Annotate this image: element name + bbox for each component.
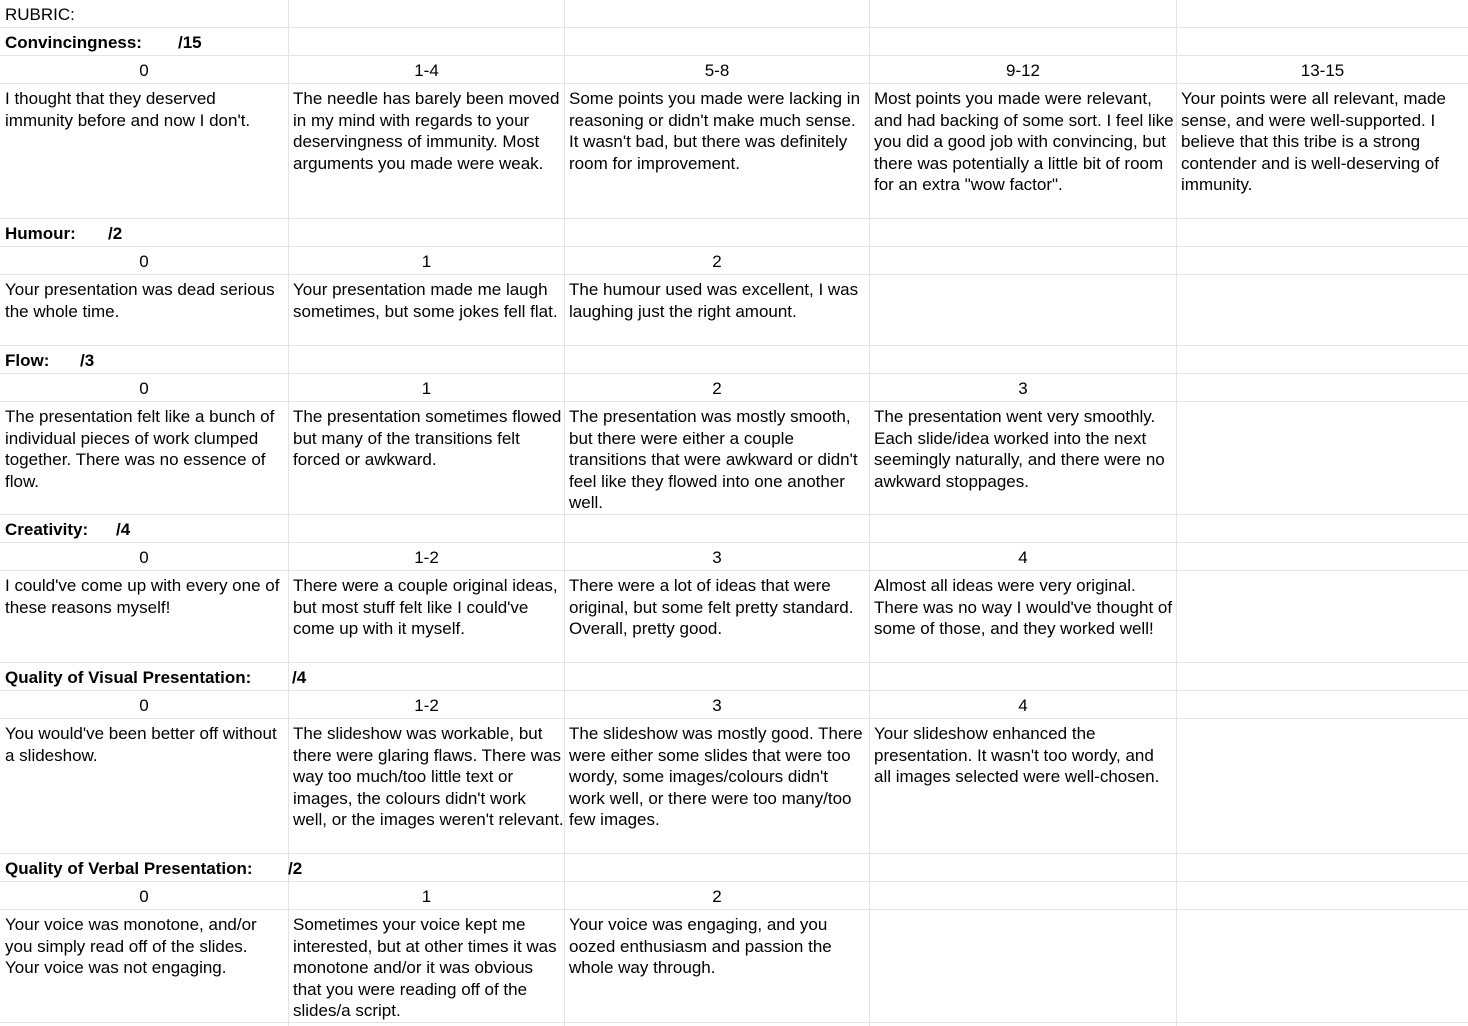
- description-cell[interactable]: The slideshow was mostly good. There were either some slides that were too wordy, some images/colours didn't work well, or there were too many/too few images.: [569, 724, 863, 829]
- score-header[interactable]: 9-12: [1005, 61, 1041, 80]
- score-header[interactable]: 1: [421, 887, 432, 906]
- score-header[interactable]: 0: [139, 379, 149, 398]
- score-header[interactable]: 1-2: [414, 548, 439, 567]
- description-cell[interactable]: The humour used was excellent, I was laughing just the right amount.: [569, 280, 859, 321]
- section-max-verbal[interactable]: /2: [288, 859, 303, 878]
- section-name-visual[interactable]: Quality of Visual Presentation:: [5, 668, 252, 687]
- description-cell[interactable]: Your points were all relevant, made sense, and were well-supported. I believe that this tribe is a strong contender and is well-deserving of immunity.: [1181, 89, 1446, 194]
- score-header[interactable]: 0: [139, 548, 149, 567]
- description-cell[interactable]: Your voice was engaging, and you oozed enthusiasm and passion the whole way through.: [569, 915, 832, 977]
- description-cell[interactable]: The needle has barely been moved in my mind with regards to your deservingness of immunity. Most arguments you made were weak.: [293, 89, 560, 173]
- section-name-flow[interactable]: Flow:: [5, 351, 50, 370]
- description-cell[interactable]: The slideshow was workable, but there were glaring flaws. There was way too much/too little text or images, the colours didn't work well, or the images weren't relevant.: [293, 724, 564, 829]
- score-header[interactable]: 0: [139, 696, 149, 715]
- description-cell[interactable]: I could've come up with every one of these reasons myself!: [5, 576, 280, 617]
- description-cell[interactable]: Your presentation made me laugh sometimes, but some jokes fell flat.: [293, 280, 558, 321]
- grid-hline: [0, 542, 1468, 543]
- description-cell[interactable]: Some points you made were lacking in reasoning or didn't make much sense. It wasn't bad, but there was definitely room for improvement.: [569, 89, 861, 173]
- grid-hline: [0, 274, 1468, 275]
- description-cell[interactable]: Your presentation was dead serious the whole time.: [5, 280, 275, 321]
- grid-hline: [0, 373, 1468, 374]
- score-header[interactable]: 0: [139, 252, 149, 271]
- section-max-humour[interactable]: /2: [108, 224, 123, 243]
- score-header[interactable]: 13-15: [1300, 61, 1345, 80]
- score-header[interactable]: 2: [712, 379, 722, 398]
- score-header[interactable]: 3: [712, 548, 722, 567]
- section-name-creativity[interactable]: Creativity:: [5, 520, 89, 539]
- score-header[interactable]: 2: [712, 887, 722, 906]
- description-cell[interactable]: The presentation sometimes flowed but many of the transitions felt forced or awkward.: [293, 407, 562, 469]
- score-header[interactable]: 4: [1018, 696, 1028, 715]
- grid-vline: [1176, 0, 1177, 1026]
- score-header[interactable]: 4: [1018, 548, 1028, 567]
- section-max-convincingness[interactable]: /15: [178, 33, 202, 52]
- score-header[interactable]: 0: [139, 61, 149, 80]
- description-cell[interactable]: There were a lot of ideas that were original, but some felt pretty standard. Overall, pretty good.: [569, 576, 854, 638]
- grid-hline: [0, 401, 1468, 402]
- score-header[interactable]: 0: [139, 887, 149, 906]
- grid-hline: [0, 718, 1468, 719]
- section-max-flow[interactable]: /3: [80, 351, 95, 370]
- grid-hline: [0, 345, 1468, 346]
- section-name-verbal[interactable]: Quality of Verbal Presentation:: [5, 859, 253, 878]
- description-cell[interactable]: I thought that they deserved immunity before and now I don't.: [5, 89, 251, 130]
- description-cell[interactable]: There were a couple original ideas, but most stuff felt like I could've come up with it myself.: [293, 576, 558, 638]
- description-cell[interactable]: Your slideshow enhanced the presentation. It wasn't too wordy, and all images selected were well-chosen.: [874, 724, 1160, 786]
- description-cell[interactable]: Almost all ideas were very original. There was no way I would've thought of some of those, and they worked well!: [874, 576, 1173, 638]
- grid-hline: [0, 570, 1468, 571]
- grid-hline: [0, 55, 1468, 56]
- score-header[interactable]: 1: [421, 379, 432, 398]
- grid-hline: [0, 909, 1468, 910]
- section-max-creativity[interactable]: /4: [116, 520, 131, 539]
- grid-hline: [0, 27, 1468, 28]
- score-header[interactable]: 3: [712, 696, 722, 715]
- section-max-visual[interactable]: /4: [292, 668, 307, 687]
- grid-vline: [869, 0, 870, 1026]
- grid-hline: [0, 83, 1468, 84]
- description-cell[interactable]: Most points you made were relevant, and had backing of some sort. I feel like you did a good job with convincing, but there was potentially a little bit of room for an extra "wow factor".: [874, 89, 1174, 194]
- grid-hline: [0, 514, 1468, 515]
- description-cell[interactable]: You would've been better off without a slideshow.: [5, 724, 277, 765]
- description-cell[interactable]: Sometimes your voice kept me interested, but at other times it was monotone and/or it was obvious that you were reading off of the slides/a script.: [293, 915, 557, 1020]
- score-header[interactable]: 2: [712, 252, 722, 271]
- score-header[interactable]: 1: [421, 252, 432, 271]
- description-cell[interactable]: Your voice was monotone, and/or you simply read off of the slides. Your voice was not engaging.: [5, 915, 257, 977]
- grid-vline: [564, 0, 565, 1026]
- grid-hline: [0, 1022, 1468, 1023]
- score-header[interactable]: 5-8: [704, 61, 730, 80]
- rubric-title[interactable]: RUBRIC:: [5, 5, 75, 24]
- grid-hline: [0, 662, 1468, 663]
- grid-hline: [0, 853, 1468, 854]
- grid-hline: [0, 246, 1468, 247]
- score-header[interactable]: 1-2: [414, 696, 439, 715]
- grid-hline: [0, 218, 1468, 219]
- score-header[interactable]: 3: [1018, 379, 1028, 398]
- grid-hline: [0, 690, 1468, 691]
- description-cell[interactable]: The presentation went very smoothly. Each slide/idea worked into the next seemingly naturally, and there were no awkward stoppages.: [874, 407, 1165, 491]
- score-header[interactable]: 1-4: [414, 61, 439, 80]
- description-cell[interactable]: The presentation felt like a bunch of individual pieces of work clumped together. There was no essence of flow.: [5, 407, 275, 491]
- section-name-convincingness[interactable]: Convincingness:: [5, 33, 142, 52]
- section-name-humour[interactable]: Humour:: [5, 224, 76, 243]
- grid-hline: [0, 881, 1468, 882]
- description-cell[interactable]: The presentation was mostly smooth, but there were either a couple transitions that were awkward or didn't feel like they flowed into one another well.: [569, 407, 858, 512]
